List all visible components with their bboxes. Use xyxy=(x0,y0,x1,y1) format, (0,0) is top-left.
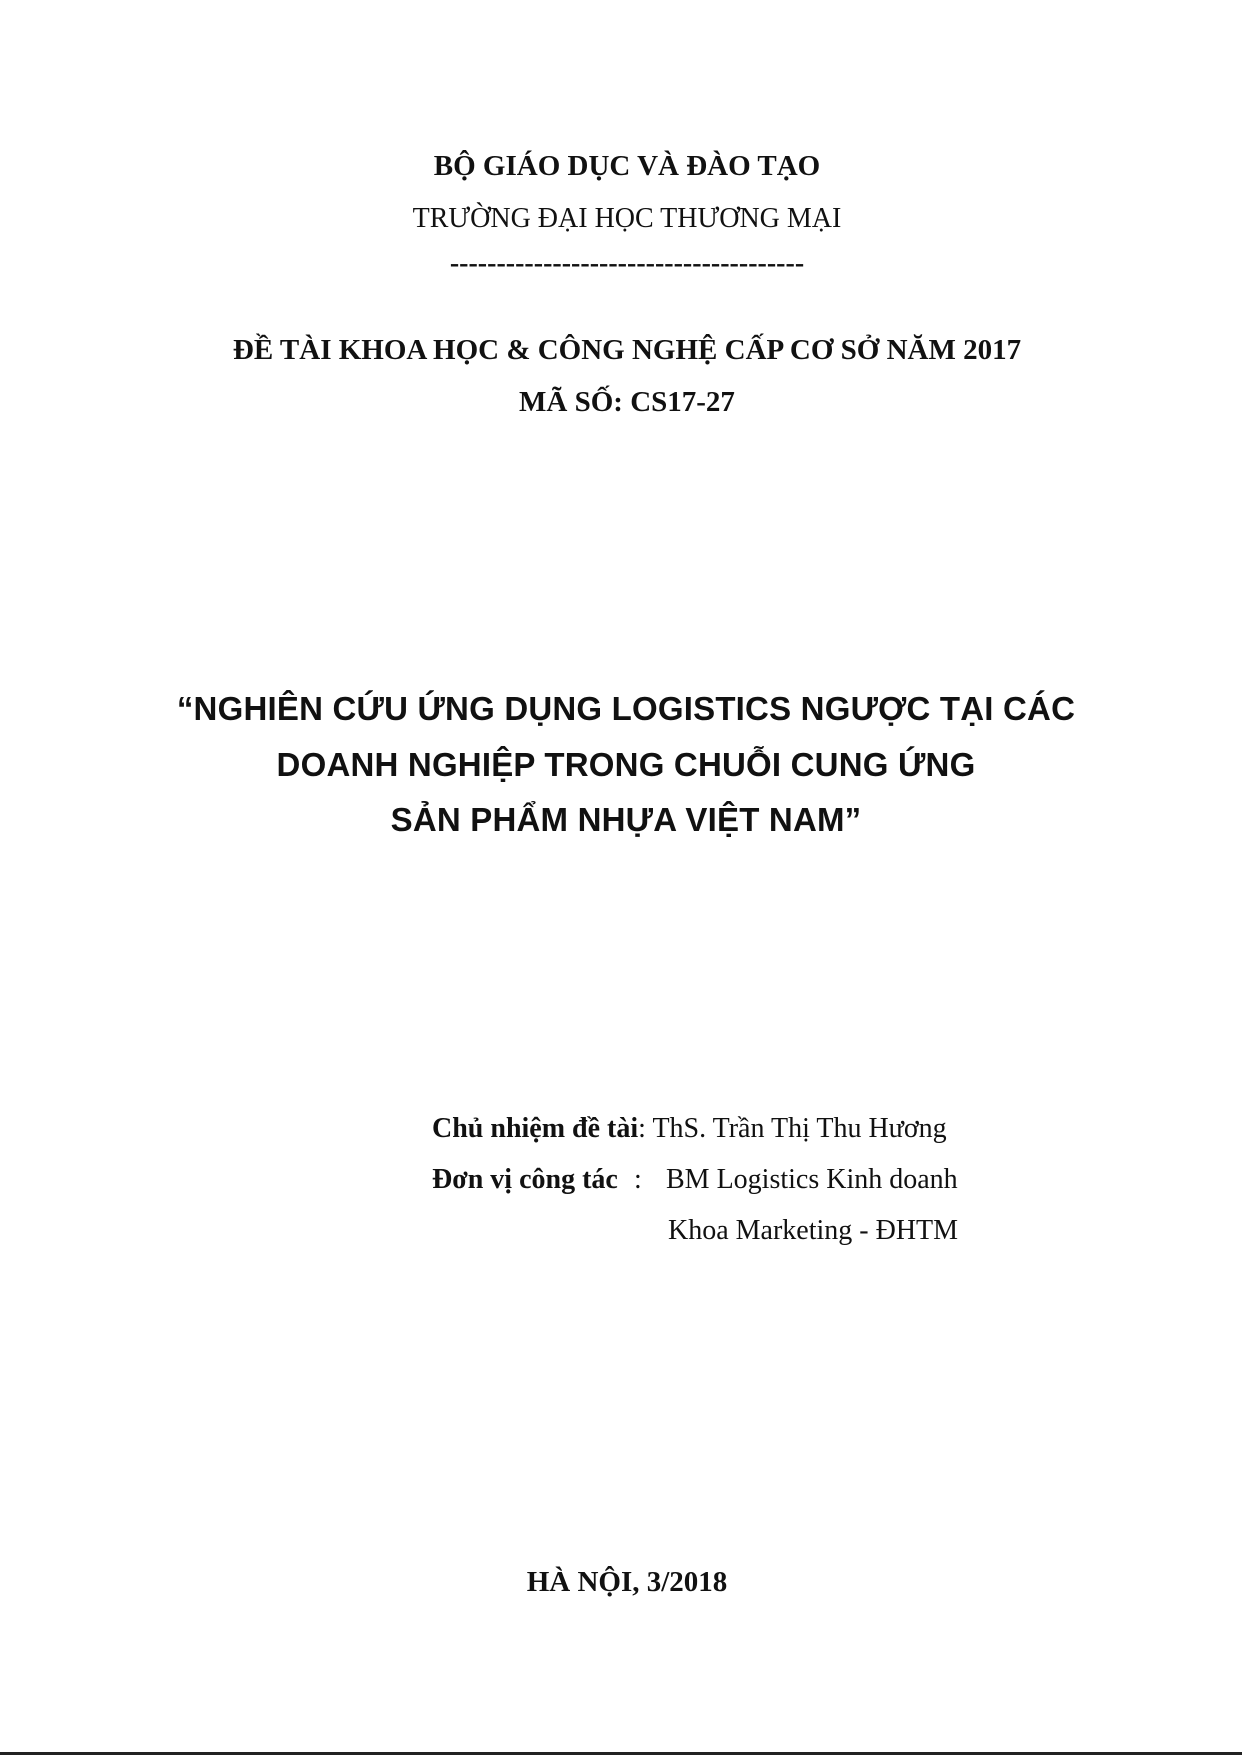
title-line-3: SẢN PHẨM NHỰA VIỆT NAM” xyxy=(390,801,862,838)
project-leader-row xyxy=(432,1113,947,1145)
unit-value-line-2: Khoa Marketing - ĐHTM xyxy=(668,1215,959,1246)
separator-line: -------------------------------------- xyxy=(449,248,805,279)
unit-separator: : xyxy=(634,1164,642,1195)
title-line-1: “NGHIÊN CỨU ỨNG DỤNG LOGISTICS NGƯỢC TẠI CÁC xyxy=(176,690,1076,727)
place-and-date: HÀ NỘI, 3/2018 xyxy=(526,1566,728,1598)
university-name: TRƯỜNG ĐẠI HỌC THƯƠNG MẠI xyxy=(412,203,842,234)
leader-label: Chủ nhiệm đề tài xyxy=(432,1113,639,1144)
project-level-line: ĐỀ TÀI KHOA HỌC & CÔNG NGHỆ CẤP CƠ SỞ NĂM 2017 xyxy=(232,334,1022,366)
ministry-heading: BỘ GIÁO DỤC VÀ ĐÀO TẠO xyxy=(433,150,821,182)
leader-value: ThS. Trần Thị Thu Hương xyxy=(652,1113,947,1144)
unit-value-line-1: BM Logistics Kinh doanh xyxy=(666,1164,958,1195)
unit-label: Đơn vị công tác xyxy=(432,1164,618,1195)
leader-separator: : xyxy=(638,1113,653,1144)
project-code: MÃ SỐ: CS17-27 xyxy=(519,386,735,418)
work-unit-row xyxy=(432,1164,958,1196)
title-line-2: DOANH NGHIỆP TRONG CHUỖI CUNG ỨNG xyxy=(276,746,976,783)
